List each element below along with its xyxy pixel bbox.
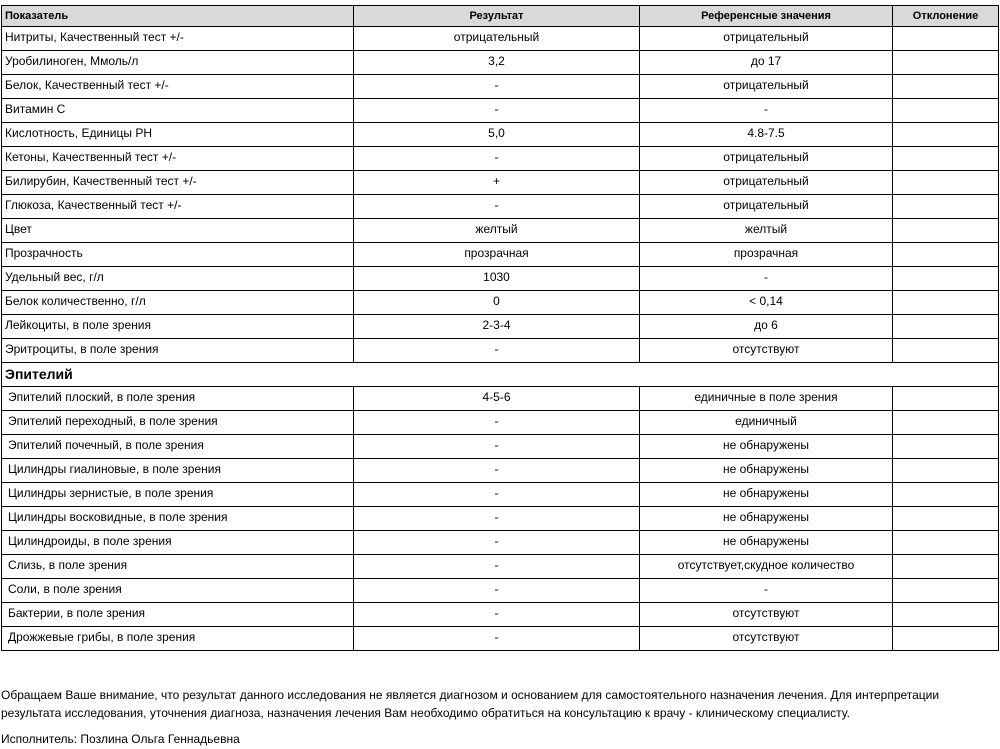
cell-reference: 4.8-7.5 [640, 123, 893, 147]
cell-reference: отрицательный [640, 27, 893, 51]
cell-indicator: Эритроциты, в поле зрения [2, 339, 354, 363]
cell-indicator: Кетоны, Качественный тест +/- [2, 147, 354, 171]
cell-reference: прозрачная [640, 243, 893, 267]
cell-deviation [893, 219, 999, 243]
cell-deviation [893, 435, 999, 459]
cell-reference: желтый [640, 219, 893, 243]
section-rows [2, 387, 999, 651]
cell-indicator: Белок, Качественный тест +/- [2, 75, 354, 99]
table-row [2, 459, 999, 483]
cell-reference: < 0,14 [640, 291, 893, 315]
cell-deviation [893, 195, 999, 219]
cell-result: - [354, 627, 640, 651]
table-row [2, 75, 999, 99]
main-rows [2, 27, 999, 363]
cell-deviation [893, 267, 999, 291]
cell-result: - [354, 411, 640, 435]
cell-deviation [893, 123, 999, 147]
cell-indicator: Эпителий почечный, в поле зрения [2, 435, 354, 459]
table-row [2, 411, 999, 435]
table-row [2, 27, 999, 51]
cell-deviation [893, 531, 999, 555]
cell-result: - [354, 339, 640, 363]
cell-result: - [354, 459, 640, 483]
cell-indicator: Цвет [2, 219, 354, 243]
table-row [2, 267, 999, 291]
cell-result: - [354, 75, 640, 99]
cell-deviation [893, 387, 999, 411]
cell-reference: не обнаружены [640, 531, 893, 555]
cell-indicator: Цилиндроиды, в поле зрения [2, 531, 354, 555]
cell-deviation [893, 27, 999, 51]
cell-result: - [354, 195, 640, 219]
cell-reference: единичный [640, 411, 893, 435]
cell-reference: не обнаружены [640, 459, 893, 483]
cell-indicator: Уробилиноген, Ммоль/л [2, 51, 354, 75]
table-row [2, 387, 999, 411]
table-row [2, 171, 999, 195]
cell-result: 2-3-4 [354, 315, 640, 339]
cell-reference: отсутствуют [640, 603, 893, 627]
cell-result: желтый [354, 219, 640, 243]
lab-results-table [1, 5, 999, 651]
cell-result: прозрачная [354, 243, 640, 267]
performer-name: Исполнитель: Позлина Ольга Геннадьевна [1, 732, 240, 746]
header-result: Результат [354, 6, 640, 27]
cell-indicator: Бактерии, в поле зрения [2, 603, 354, 627]
cell-reference: - [640, 99, 893, 123]
cell-result: 1030 [354, 267, 640, 291]
cell-indicator: Эпителий переходный, в поле зрения [2, 411, 354, 435]
cell-indicator: Цилиндры гиалиновые, в поле зрения [2, 459, 354, 483]
cell-reference: отрицательный [640, 171, 893, 195]
cell-reference: отрицательный [640, 75, 893, 99]
cell-reference: отсутствуют [640, 339, 893, 363]
cell-result: отрицательный [354, 27, 640, 51]
cell-reference: не обнаружены [640, 507, 893, 531]
table-header-row [2, 6, 999, 27]
table-row [2, 195, 999, 219]
table-row [2, 483, 999, 507]
table-row [2, 51, 999, 75]
cell-indicator: Белок количественно, г/л [2, 291, 354, 315]
table-row [2, 555, 999, 579]
table-row [2, 435, 999, 459]
cell-reference: до 17 [640, 51, 893, 75]
cell-deviation [893, 579, 999, 603]
cell-deviation [893, 627, 999, 651]
cell-reference: до 6 [640, 315, 893, 339]
cell-result: - [354, 603, 640, 627]
cell-result: - [354, 483, 640, 507]
cell-reference: отсутствуют [640, 627, 893, 651]
cell-result: 5,0 [354, 123, 640, 147]
cell-deviation [893, 171, 999, 195]
table-row [2, 123, 999, 147]
cell-indicator: Прозрачность [2, 243, 354, 267]
table-row [2, 99, 999, 123]
cell-deviation [893, 411, 999, 435]
cell-deviation [893, 459, 999, 483]
cell-indicator: Цилиндры зернистые, в поле зрения [2, 483, 354, 507]
cell-indicator: Нитриты, Качественный тест +/- [2, 27, 354, 51]
table-row [2, 507, 999, 531]
cell-indicator: Лейкоциты, в поле зрения [2, 315, 354, 339]
cell-result: - [354, 507, 640, 531]
cell-deviation [893, 75, 999, 99]
table-row [2, 219, 999, 243]
cell-result: - [354, 435, 640, 459]
cell-indicator: Удельный вес, г/л [2, 267, 354, 291]
cell-indicator: Цилиндры восковидные, в поле зрения [2, 507, 354, 531]
cell-indicator: Кислотность, Единицы РН [2, 123, 354, 147]
table-row [2, 147, 999, 171]
cell-indicator: Витамин С [2, 99, 354, 123]
cell-result: 3,2 [354, 51, 640, 75]
cell-indicator: Эпителий плоский, в поле зрения [2, 387, 354, 411]
cell-reference: отсутствует,скудное количество [640, 555, 893, 579]
cell-deviation [893, 483, 999, 507]
cell-reference: единичные в поле зрения [640, 387, 893, 411]
section-title: Эпителий [2, 363, 999, 387]
cell-result: - [354, 99, 640, 123]
cell-result: 0 [354, 291, 640, 315]
cell-reference: не обнаружены [640, 483, 893, 507]
cell-deviation [893, 291, 999, 315]
table-row [2, 243, 999, 267]
cell-deviation [893, 507, 999, 531]
cell-reference: - [640, 579, 893, 603]
cell-reference: отрицательный [640, 147, 893, 171]
cell-reference: - [640, 267, 893, 291]
header-indicator: Показатель [2, 6, 354, 27]
disclaimer-note: Обращаем Ваше внимание, что результат данного исследования не является диагнозом и основанием для самостоятельного назначения лечения. Для интерпретации результата исследования, уточнения диагноза, назначения лечения Вам необходимо обратиться на консультацию к врачу - клиническому специалисту. [1, 688, 940, 720]
cell-deviation [893, 603, 999, 627]
cell-reference: не обнаружены [640, 435, 893, 459]
table-row [2, 531, 999, 555]
cell-indicator: Дрожжевые грибы, в поле зрения [2, 627, 354, 651]
cell-deviation [893, 51, 999, 75]
table-row [2, 291, 999, 315]
cell-result: + [354, 171, 640, 195]
cell-deviation [893, 339, 999, 363]
cell-deviation [893, 315, 999, 339]
cell-result: - [354, 147, 640, 171]
cell-result: - [354, 555, 640, 579]
cell-indicator: Глюкоза, Качественный тест +/- [2, 195, 354, 219]
cell-deviation [893, 99, 999, 123]
section-header-row [2, 363, 999, 387]
epithelium-section [2, 363, 999, 387]
table-row [2, 315, 999, 339]
header-deviation: Отклонение [893, 6, 999, 27]
table-row [2, 579, 999, 603]
header-reference: Референсные значения [640, 6, 893, 27]
cell-indicator: Билирубин, Качественный тест +/- [2, 171, 354, 195]
cell-result: - [354, 579, 640, 603]
table-row [2, 603, 999, 627]
cell-result: 4-5-6 [354, 387, 640, 411]
cell-deviation [893, 243, 999, 267]
cell-deviation [893, 147, 999, 171]
cell-indicator: Слизь, в поле зрения [2, 555, 354, 579]
cell-indicator: Соли, в поле зрения [2, 579, 354, 603]
cell-reference: отрицательный [640, 195, 893, 219]
table-row [2, 627, 999, 651]
cell-result: - [354, 531, 640, 555]
table-row [2, 339, 999, 363]
cell-deviation [893, 555, 999, 579]
